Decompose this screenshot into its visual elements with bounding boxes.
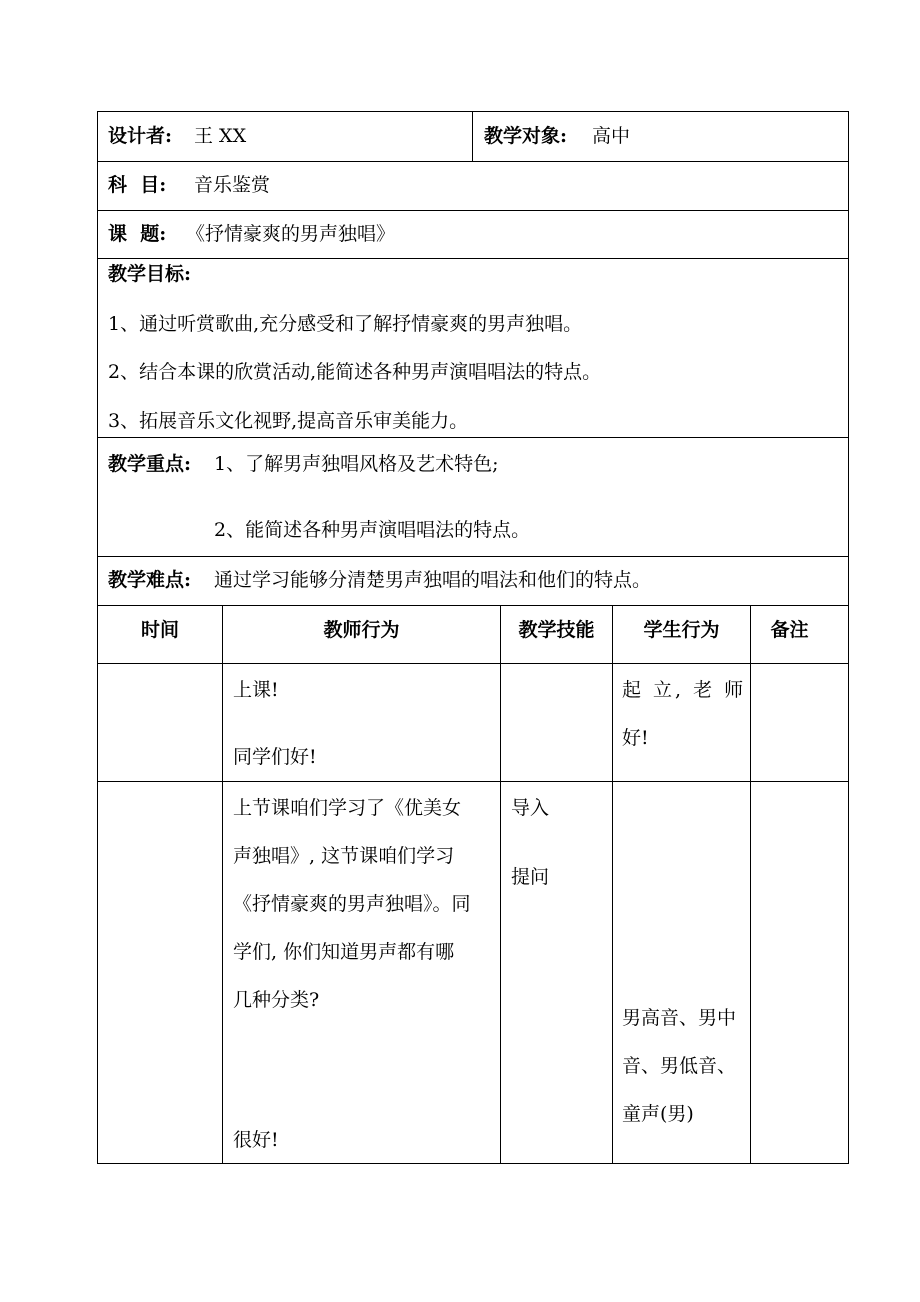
teacher-action-text: 声独唱》, 这节课咱们学习: [233, 845, 455, 867]
objective-item: 1、通过听赏歌曲,充分感受和了解抒情豪爽的男声独唱。: [108, 313, 583, 335]
row-divider: [97, 663, 849, 664]
topic-value: 《抒情豪爽的男声独唱》: [186, 223, 396, 245]
difficulty-label: 教学难点:: [108, 569, 192, 591]
border-bottom: [97, 1163, 849, 1164]
column-header-student: 学生行为: [643, 619, 720, 641]
row-divider: [97, 258, 849, 259]
topic-label: 课 题:: [108, 223, 167, 245]
teacher-action-text: 很好!: [233, 1129, 279, 1151]
key-point-item: 1、了解男声独唱风格及艺术特色;: [214, 453, 499, 475]
row-divider: [97, 437, 849, 438]
objective-item: 3、拓展音乐文化视野,提高音乐审美能力。: [108, 410, 469, 432]
student-action-text: 音、男低音、: [622, 1055, 737, 1077]
row-divider: [97, 210, 849, 211]
row-divider: [97, 605, 849, 606]
teacher-action-text: 上节课咱们学习了《优美女: [233, 797, 462, 819]
teaching-skill-text: 提问: [511, 866, 550, 888]
designer-label: 设计者:: [108, 125, 173, 147]
subject-value: 音乐鉴赏: [194, 174, 271, 196]
student-action-text: 起 立, 老 师: [622, 679, 747, 701]
teacher-action-text: 几种分类?: [233, 989, 320, 1011]
col-divider: [222, 605, 223, 1163]
column-header-skill: 教学技能: [518, 619, 595, 641]
key-points-label: 教学重点:: [108, 453, 192, 475]
teacher-action-text: 《抒情豪爽的男声独唱》。同: [233, 893, 471, 915]
student-action-text: 男高音、男中: [622, 1007, 737, 1029]
teacher-action-text: 学们, 你们知道男声都有哪: [233, 941, 455, 963]
student-action-text: 童声(男): [622, 1103, 694, 1125]
designer-value: 王 XX: [194, 125, 247, 147]
border-top: [97, 111, 849, 112]
header-col-divider: [472, 111, 473, 161]
key-point-item: 2、能简述各种男声演唱唱法的特点。: [214, 519, 531, 541]
col-divider: [500, 605, 501, 1163]
objective-item: 2、结合本课的欣赏活动,能简述各种男声演唱唱法的特点。: [108, 361, 602, 383]
border-right: [848, 111, 849, 1164]
teacher-action-text: 上课!: [233, 679, 279, 701]
difficulty-value: 通过学习能够分清楚男声独唱的唱法和他们的特点。: [214, 569, 652, 591]
col-divider: [612, 605, 613, 1163]
col-divider: [750, 605, 751, 1163]
audience-label: 教学对象:: [484, 125, 568, 147]
row-divider: [97, 161, 849, 162]
subject-label: 科 目:: [108, 174, 167, 196]
student-action-text: 好!: [622, 727, 649, 749]
audience-value: 高中: [592, 125, 631, 147]
row-divider: [97, 781, 849, 782]
row-divider: [97, 556, 849, 557]
objectives-label: 教学目标:: [108, 263, 192, 285]
teacher-action-text: 同学们好!: [233, 746, 317, 768]
column-header-notes: 备注: [770, 619, 809, 641]
column-header-teacher: 教师行为: [323, 619, 400, 641]
column-header-time: 时间: [140, 619, 179, 641]
teaching-skill-text: 导入: [511, 797, 550, 819]
